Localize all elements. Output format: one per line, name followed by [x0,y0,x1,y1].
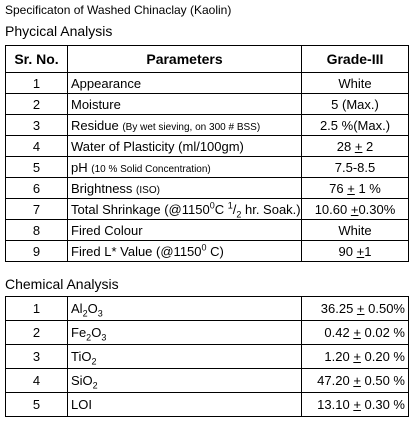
sr-no-cell: 3 [6,345,68,369]
grade-cell: 5 (Max.) [302,94,409,115]
grade-cell [302,241,409,262]
grade-tolerance: 0.30 % [360,397,405,412]
parameter-label: Brightness [71,180,137,196]
parameter-label: Residue [71,117,123,133]
plus-minus-sign: + [353,325,361,340]
parameter-text: hr. Soak.) [241,201,301,217]
parameter-cell: Moisture [68,94,302,115]
sr-no-cell: 6 [6,178,68,199]
grade-tolerance: 2 [362,138,374,154]
parameter-cell [68,178,302,199]
table-row [6,345,409,369]
degree-superscript: 0 [201,242,207,253]
parameter-note: (By wet sieving, on 300 # BSS) [122,121,261,133]
grade-cell: White [302,220,409,241]
plus-minus-sign: + [354,138,363,154]
parameter-label: pH [71,159,92,175]
formula-text: Al [71,301,83,316]
grade-cell [302,297,409,321]
grade-tolerance: 0.20 % [360,349,405,364]
table-row [6,115,409,136]
compound-cell [68,345,302,369]
sr-no-cell: 1 [6,297,68,321]
compound-cell [68,393,302,417]
sr-no-cell: 5 [6,157,68,178]
plus-minus-sign: + [356,243,365,259]
plus-minus-sign: + [353,349,361,364]
grade-value: 36.25 [320,301,357,316]
parameter-text: C) [206,243,224,259]
sr-no-cell: 1 [6,73,68,94]
table-row [6,393,409,417]
grade-cell: 7.5-8.5 [302,157,409,178]
table-row [6,136,409,157]
degree-superscript: 0 [209,200,215,211]
sr-no-cell: 8 [6,220,68,241]
table-row [6,220,409,241]
physical-analysis-heading: Phycical Analysis [5,23,113,39]
sr-no-cell: 2 [6,321,68,345]
sr-no-cell: 2 [6,94,68,115]
column-header-grade: Grade-III [302,46,409,73]
table-row [6,321,409,345]
formula-text: LOI [71,397,92,412]
parameter-cell: Appearance [68,73,302,94]
grade-cell [302,199,409,220]
grade-tolerance: 1 % [354,180,381,196]
parameter-cell [68,199,302,220]
sr-no-cell: 5 [6,393,68,417]
grade-value: 10.60 [314,201,351,217]
table-row [6,297,409,321]
parameter-cell: Water of Plasticity (ml/100gm) [68,136,302,157]
table-row [6,94,409,115]
grade-value: 0.42 [324,325,354,340]
grade-cell: White [302,73,409,94]
compound-cell [68,369,302,393]
sr-no-cell: 4 [6,369,68,393]
parameter-cell [68,241,302,262]
parameter-text: Total Shrinkage (@1150 [71,201,210,217]
physical-analysis-table [5,45,409,262]
table-header-row [6,46,409,73]
formula-subscript: 2 [86,332,92,343]
table-row [6,369,409,393]
sr-no-cell: 3 [6,115,68,136]
formula-subscript: 3 [101,332,107,343]
grade-cell [302,369,409,393]
grade-tolerance: 0.30% [358,201,396,217]
grade-tolerance: 0.50 % [360,373,405,388]
sr-no-cell: 4 [6,136,68,157]
formula-subscript: 2 [91,356,97,367]
parameter-cell [68,115,302,136]
grade-cell [302,321,409,345]
grade-value: 1.20 [324,349,354,364]
table-row [6,178,409,199]
formula-subscript: 2 [92,380,98,391]
chemical-analysis-heading: Chemical Analysis [5,276,119,292]
grade-value: 47.20 [317,373,354,388]
formula-text: O [87,301,98,316]
parameter-text: C [214,201,228,217]
table-row [6,199,409,220]
formula-text: SiO [71,373,93,388]
grade-cell [302,136,409,157]
fraction-denominator: 2 [236,209,242,220]
grade-cell [302,178,409,199]
parameter-cell [68,157,302,178]
formula-text: TiO [71,349,92,364]
parameter-cell: Fired Colour [68,220,302,241]
grade-tolerance: 1 [364,243,372,259]
grade-tolerance: 0.02 % [360,325,405,340]
table-row [6,241,409,262]
plus-minus-sign: + [347,180,355,196]
grade-cell [302,393,409,417]
grade-value: 76 [329,180,348,196]
document-title: Specificaton of Washed Chinaclay (Kaolin) [5,3,232,17]
formula-text: Fe [71,325,87,340]
sr-no-cell: 7 [6,199,68,220]
fraction-numerator: 1 [227,200,233,211]
grade-value: 28 [336,138,355,154]
compound-cell [68,297,302,321]
fraction-slash: / [232,201,237,217]
formula-subscript: 2 [82,308,88,319]
plus-minus-sign: + [356,301,365,316]
plus-minus-sign: + [350,201,359,217]
parameter-note: (10 % Solid Concentration) [91,163,211,175]
parameter-note: (ISO) [136,184,160,196]
formula-text: O [91,325,102,340]
grade-value: 13.10 [317,397,354,412]
plus-minus-sign: + [353,373,361,388]
plus-minus-sign: + [353,397,361,412]
table-row [6,157,409,178]
compound-cell [68,321,302,345]
grade-cell: 2.5 %(Max.) [302,115,409,136]
grade-tolerance: 0.50% [364,301,405,316]
formula-subscript: 3 [97,308,103,319]
grade-value: 90 [338,243,357,259]
chemical-analysis-table [5,296,409,417]
parameter-text: Fired L* Value (@1150 [71,243,202,259]
column-header-parameters: Parameters [68,46,302,73]
column-header-sr-no: Sr. No. [6,46,68,73]
grade-cell [302,345,409,369]
table-row [6,73,409,94]
sr-no-cell: 9 [6,241,68,262]
